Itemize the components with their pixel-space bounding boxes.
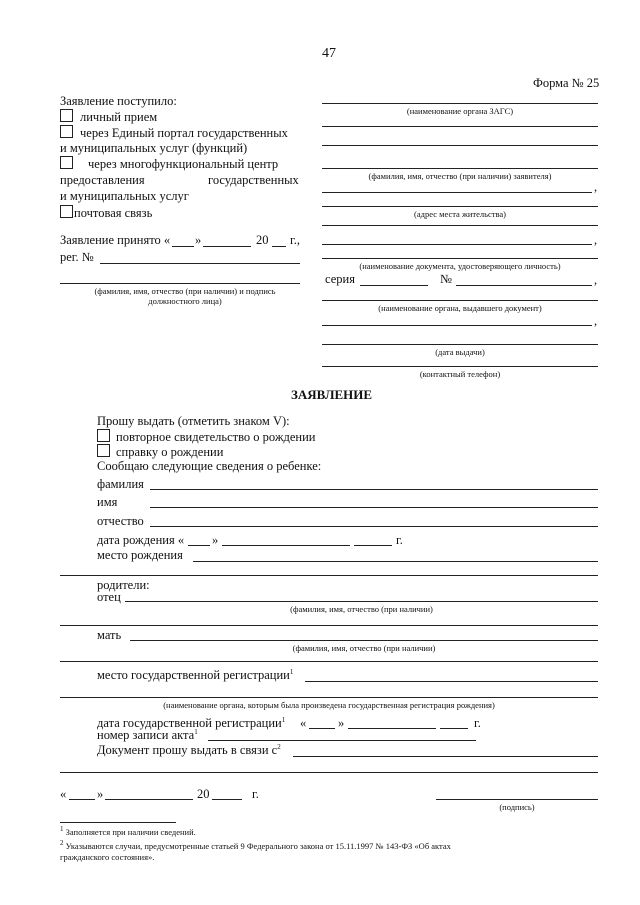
footnote-1: $^1$ Заполняется при наличии сведений. (60, 825, 196, 837)
zags-caption: (наименование органа ЗАГС) (406, 106, 514, 116)
name-line[interactable] (150, 507, 598, 508)
reg-organ-caption: (наименование органа, которым была произведена государственная регистрация рождения) (163, 700, 495, 710)
option-mfc-line1: через многофункциональный центр (88, 157, 279, 171)
option-mfc-line2a: предоставления (60, 173, 145, 187)
reg-place-label: место государственной регистрации$^1$ (97, 668, 294, 683)
reg-year-line[interactable] (440, 728, 468, 729)
footnote-divider (60, 822, 176, 823)
reg-date-open: « (300, 716, 307, 730)
name-label: имя (97, 495, 118, 509)
reg-day-line[interactable] (309, 728, 335, 729)
sign-date-mid: » (97, 787, 104, 801)
reg-no-line[interactable] (100, 263, 300, 264)
accepted-suffix: г., (290, 233, 300, 247)
id-doc-line[interactable] (322, 258, 598, 259)
father-caption: (фамилия, имя, отчество (при наличии) (290, 604, 433, 614)
doc-reason-line[interactable] (293, 756, 598, 757)
sign-date-suffix: г. (252, 787, 259, 801)
form-label: Форма № 25 (533, 76, 600, 90)
birth-day-line[interactable] (188, 545, 210, 546)
phone-caption: (контактный телефон) (419, 369, 501, 379)
checkbox-personal[interactable] (60, 109, 73, 122)
accepted-day-line[interactable] (172, 246, 194, 247)
sign-month-line[interactable] (105, 799, 193, 800)
official-caption-1: (фамилия, имя, отчество (при наличии) и подпись (94, 286, 276, 296)
form-title: ЗАЯВЛЕНИЕ (291, 387, 373, 402)
official-caption-2: должностного лица) (148, 296, 222, 306)
comma-2: , (594, 233, 598, 247)
surname-label: фамилия (97, 477, 144, 491)
address-line[interactable] (322, 206, 598, 207)
footnote-ref-1: 1 (289, 668, 294, 676)
option-mfc-line3: и муниципальных услуг (60, 189, 189, 203)
option-post: почтовая связь (74, 206, 153, 220)
address-caption: (адрес места жительства) (414, 209, 506, 219)
footnote-ref-2: 2 (277, 743, 281, 751)
reg-organ-line[interactable] (60, 697, 598, 698)
sign-year-line[interactable] (212, 799, 242, 800)
address-line-3[interactable] (322, 244, 592, 245)
option-mfc-line2b: государственных (208, 173, 299, 187)
checkbox-portal[interactable] (60, 125, 73, 138)
birth-year-line[interactable] (354, 545, 392, 546)
parents-label: родители: (97, 578, 150, 592)
father-label: отец (97, 590, 121, 604)
father-line[interactable] (125, 601, 598, 602)
footnote-ref-act: 1 (194, 728, 198, 736)
birth-date-label: дата рождения « (97, 533, 185, 547)
patronymic-line[interactable] (150, 526, 598, 527)
reg-date-suffix: г. (474, 716, 481, 730)
option-birth-certificate: справку о рождении (116, 445, 224, 459)
checkbox-birth-certificate[interactable] (97, 444, 110, 457)
phone-line[interactable] (322, 366, 598, 367)
accepted-prefix: Заявление принято « (60, 233, 171, 247)
act-number-line[interactable] (208, 740, 476, 741)
issuer-line[interactable] (322, 300, 598, 301)
applicant-line[interactable] (322, 168, 598, 169)
sign-day-line[interactable] (69, 799, 95, 800)
footnote-2: $^2$ Указываются случаи, предусмотренные статьей 9 Федерального закона от 15.11.1997 № 143-ФЗ «Об актах (60, 839, 451, 851)
reg-place-line[interactable] (305, 681, 598, 682)
signature-line[interactable] (436, 799, 598, 800)
checkbox-post[interactable] (60, 205, 73, 218)
page-number: 47 (322, 46, 336, 61)
reg-no-label: рег. № (60, 250, 94, 264)
birth-place-label: место рождения (97, 548, 183, 562)
checkbox-mfc[interactable] (60, 156, 73, 169)
sign-date-open: « (60, 787, 67, 801)
zags-line[interactable] (322, 103, 598, 104)
patronymic-label: отчество (97, 514, 144, 528)
mother-line[interactable] (130, 640, 598, 641)
comma-1: , (594, 180, 598, 194)
birth-place-line-2[interactable] (60, 575, 598, 576)
number-line[interactable] (456, 285, 592, 286)
accepted-month-line[interactable] (203, 246, 251, 247)
inform-line: Сообщаю следующие сведения о ребенке: (97, 459, 322, 473)
birth-date-suffix: г. (396, 533, 403, 547)
official-line[interactable] (60, 283, 300, 284)
option-repeat-certificate: повторное свидетельство о рождении (116, 430, 316, 444)
reg-date-label: дата государственной регистрации$^1$ (97, 716, 286, 731)
footnote-2-cont: гражданского состояния». (60, 852, 155, 862)
act-number-label: номер записи акта$^1$ (97, 728, 198, 743)
birth-place-line[interactable] (193, 561, 598, 562)
doc-reason-label: Документ прошу выдать в связи $с^2$ (97, 743, 281, 758)
reg-month-line[interactable] (348, 728, 436, 729)
sign-date-year: 20 (197, 787, 210, 801)
signature-caption: (подпись) (499, 802, 535, 812)
issue-date-line[interactable] (322, 344, 598, 345)
accepted-year-line[interactable] (272, 246, 286, 247)
mother-caption: (фамилия, имя, отчество (при наличии) (292, 643, 436, 653)
zags-line-3[interactable] (322, 145, 598, 146)
birth-month-line[interactable] (222, 545, 350, 546)
id-doc-caption: (наименование документа, удостоверяющего личность) (359, 261, 561, 271)
mother-label: мать (97, 628, 122, 642)
series-label: серия (325, 272, 355, 286)
birth-date-mid: » (212, 533, 219, 547)
issuer-caption: (наименование органа, выдавшего документ) (378, 303, 542, 313)
comma-4: , (594, 314, 598, 328)
number-label: № (440, 272, 452, 286)
issue-date-caption: (дата выдачи) (435, 347, 485, 357)
option-portal-line2: и муниципальных услуг (функций) (60, 141, 248, 155)
accepted-mid: » (195, 233, 202, 247)
applicant-caption: (фамилия, имя, отчество (при наличии) заявителя) (368, 171, 552, 181)
comma-3: , (594, 273, 598, 287)
reg-date-mid: » (338, 716, 345, 730)
accepted-year: 20 (256, 233, 269, 247)
address-line-2[interactable] (322, 225, 598, 226)
applicant-line-2[interactable] (322, 192, 592, 193)
request-line: Прошу выдать (отметить знаком V): (97, 414, 290, 428)
zags-line-2[interactable] (322, 126, 598, 127)
issuer-line-2[interactable] (322, 325, 592, 326)
checkbox-repeat-certificate[interactable] (97, 429, 110, 442)
father-line-2[interactable] (60, 625, 598, 626)
option-personal: личный прием (80, 110, 158, 124)
series-line[interactable] (360, 285, 428, 286)
footnote-ref-reg-date: 1 (281, 716, 286, 724)
doc-reason-line-2[interactable] (60, 772, 598, 773)
received-header: Заявление поступило: (60, 94, 177, 108)
surname-line[interactable] (150, 489, 598, 490)
mother-line-2[interactable] (60, 661, 598, 662)
option-portal-line1: через Единый портал государственных (80, 126, 288, 140)
